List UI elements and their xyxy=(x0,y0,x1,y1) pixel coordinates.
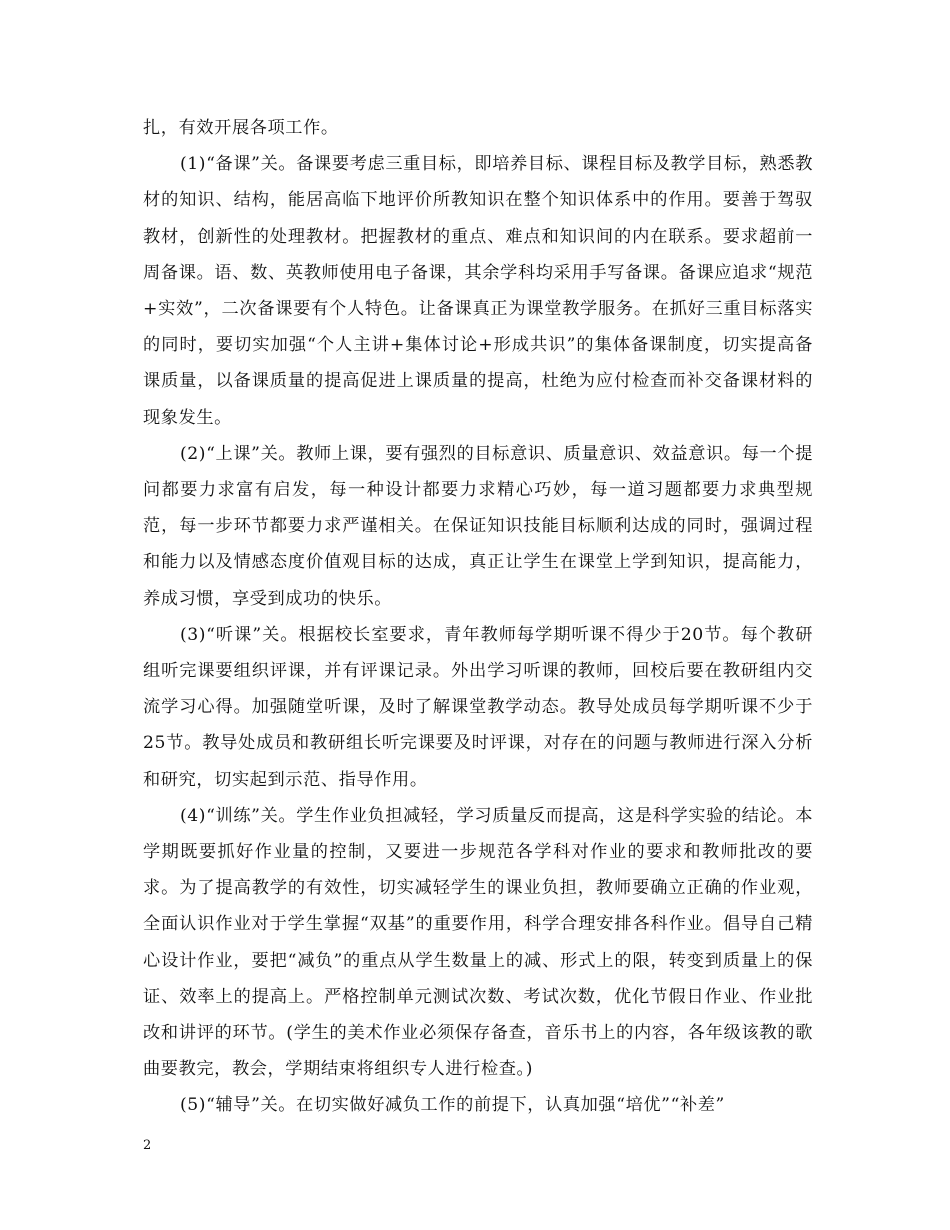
paragraph-lesson-prep: (1)“备课”关。备课要考虑三重目标，即培养目标、课程目标及教学目标，熟悉教材的知识、结构，能居高临下地评价所教知识在整个知识体系中的作用。要善于驾驭教材，创新性的处理教材。把握教材的重点、难点和知识间的内在联系。要求超前一周备课。语、数、英教师使用电子备课，其余学科均采用手写备课。备课应追求“规范+实效”，二次备课要有个人特色。让备课真正为课堂教学服务。在抓好三重目标落实的同时，要切实加强“个人主讲+集体讨论+形成共识”的集体备课制度，切实提高备课质量，以备课质量的提高促进上课质量的提高，杜绝为应付检查而补交备课材料的现象发生。 xyxy=(143,154,813,428)
paragraph-observation: (3)“听课”关。根据校长室要求，青年教师每学期听课不得少于20节。每个教研组听完课要组织评课，并有评课记录。外出学习听课的教师，回校后要在教研组内交流学习心得。加强随堂听课，及时了解课堂教学动态。教导处成员每学期听课不少于25节。教导处成员和教研组长听完课要及时评课，对存在的问题与教师进行深入分析和研究，切实起到示范、指导作用。 xyxy=(143,624,813,790)
paragraph-tutoring: (5)“辅导”关。在切实做好减负工作的前提下，认真加强“培优”“补差” xyxy=(179,1095,725,1116)
paragraph-training: (4)“训练”关。学生作业负担减轻，学习质量反而提高，这是科学实验的结论。本学期既要抓好作业量的控制，又要进一步规范各学科对作业的要求和教师批改的要求。为了提高教学的有效性，切实减轻学生的课业负担，教师要确立正确的作业观，全面认识作业对于学生掌握“双基”的重要作用，科学合理安排各科作业。倡导自己精心设计作业，要把“减负”的重点从学生数量上的减、形式上的限，转变到质量上的保证、效率上的提高上。严格控制单元测试次数、考试次数，优化节假日作业、作业批改和讲评的环节。(学生的美术作业必须保存备查，音乐书上的内容，各年级该教的歌曲要教完，教会，学期结束将组织专人进行检查。) xyxy=(143,805,813,1080)
page-number: 2 xyxy=(143,1138,152,1153)
paragraph-teaching: (2)“上课”关。教师上课，要有强烈的目标意识、质量意识、效益意识。每一个提问都要力求富有启发，每一种设计都要力求精心巧妙，每一道习题都要力求典型规范，每一步环节都要力求严谨相关。在保证知识技能目标顺利达成的同时，强调过程和能力以及情感态度价值观目标的达成，真正让学生在课堂上学到知识，提高能力，养成习惯，享受到成功的快乐。 xyxy=(143,443,813,609)
document-body xyxy=(143,110,813,1124)
paragraph-continuation: 扎，有效开展各项工作。 xyxy=(143,118,339,138)
